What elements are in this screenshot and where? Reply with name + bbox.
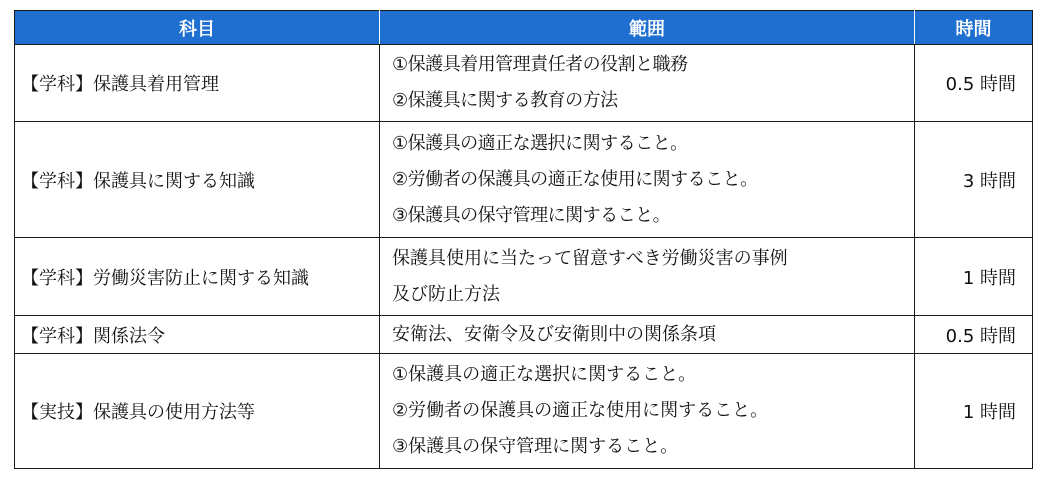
- header-row: [15, 11, 1033, 45]
- subject-cell: 【学科】保護具着用管理: [15, 45, 380, 122]
- subject-cell: 【学科】労働災害防止に関する知識: [15, 238, 380, 316]
- subject-cell: 【学科】関係法令: [15, 316, 380, 354]
- time-cell: 1 時間: [915, 354, 1033, 469]
- scope-line: ①保護具の適正な選択に関すること。: [392, 364, 697, 385]
- time-cell: 0.5 時間: [915, 316, 1033, 354]
- time-cell: 1 時間: [915, 238, 1033, 316]
- scope-line: ②労働者の保護具の適正な使用に関すること。: [392, 168, 758, 190]
- scope-cell: [380, 354, 915, 469]
- table-row: [15, 122, 1033, 238]
- time-cell: 3 時間: [915, 122, 1033, 238]
- table-row: [15, 316, 1033, 354]
- scope-line: ①保護具着用管理責任者の役割と職務: [392, 54, 688, 75]
- subject-cell: 【学科】保護具に関する知識: [15, 122, 380, 238]
- scope-line: 保護具使用に当たって留意すべき労働災害の事例: [392, 247, 788, 269]
- training-schedule-table: [14, 10, 1033, 469]
- scope-line: 安衛法、安衛令及び安衛則中の関係条項: [392, 323, 716, 345]
- table-row: [15, 45, 1033, 122]
- header-scope: 範囲: [380, 11, 915, 45]
- header-time: 時間: [915, 11, 1033, 45]
- time-cell: 0.5 時間: [915, 45, 1033, 122]
- scope-line: ③保護具の保守管理に関すること。: [392, 436, 679, 457]
- scope-cell: [380, 45, 915, 122]
- scope-line: ②保護具に関する教育の方法: [392, 90, 618, 111]
- scope-line: ③保護具の保守管理に関すること。: [392, 204, 671, 226]
- scope-cell: [380, 122, 915, 238]
- scope-cell: [380, 316, 915, 354]
- scope-line: ②労働者の保護具の適正な使用に関すること。: [392, 400, 769, 421]
- header-subject: 科目: [15, 11, 380, 45]
- scope-line: ①保護具の適正な選択に関すること。: [392, 132, 688, 154]
- table-row: [15, 354, 1033, 469]
- scope-line: 及び防止方法: [392, 283, 500, 305]
- subject-cell: 【実技】保護具の使用方法等: [15, 354, 380, 469]
- table-row: [15, 238, 1033, 316]
- scope-cell: [380, 238, 915, 316]
